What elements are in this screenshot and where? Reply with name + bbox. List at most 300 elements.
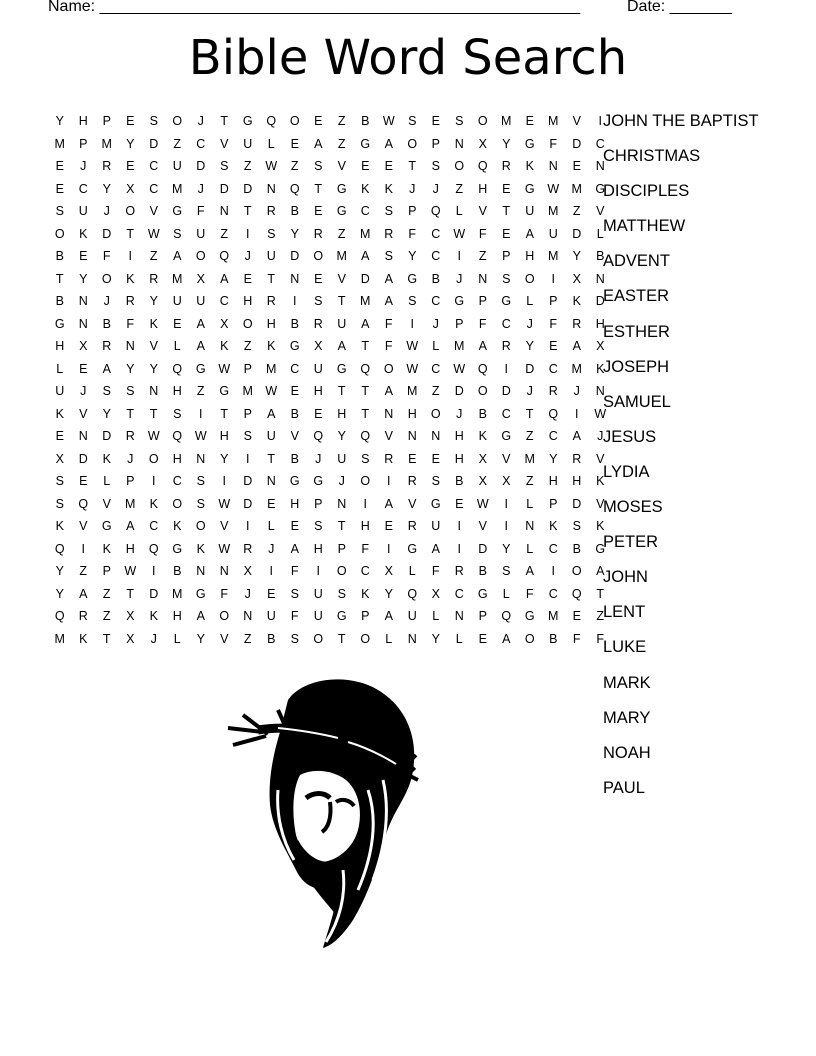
- grid-row: [48, 538, 612, 561]
- grid-letter: U: [313, 361, 323, 376]
- word-list-item: LYDIA: [603, 462, 650, 481]
- grid-letter: K: [525, 159, 534, 173]
- grid-letter: J: [338, 474, 345, 488]
- word-list-item: EASTER: [603, 287, 670, 306]
- grid-letter: H: [572, 474, 582, 488]
- grid-letter: W: [406, 361, 419, 376]
- grid-letter: T: [220, 114, 229, 128]
- grid-letter: H: [595, 316, 605, 331]
- grid-letter: C: [149, 181, 159, 196]
- grid-letter: N: [78, 316, 88, 331]
- grid-letter: E: [79, 249, 88, 263]
- grid-letter: S: [55, 496, 64, 511]
- grid-letter: M: [524, 451, 535, 466]
- grid-letter: M: [548, 204, 559, 218]
- grid-letter: Q: [219, 249, 230, 263]
- grid-letter: E: [173, 316, 182, 331]
- grid-letter: D: [572, 226, 582, 241]
- grid-letter: Q: [148, 541, 159, 556]
- grid-letter: C: [219, 294, 229, 308]
- grid-letter: I: [575, 406, 579, 421]
- grid-letter: O: [313, 631, 324, 646]
- grid-letter: O: [336, 564, 347, 578]
- grid-letter: S: [408, 114, 417, 128]
- word-list-item: MATTHEW: [603, 217, 686, 236]
- grid-letter: D: [196, 159, 206, 173]
- grid-letter: J: [573, 384, 580, 398]
- grid-letter: F: [384, 339, 393, 353]
- grid-letter: X: [126, 631, 135, 646]
- grid-letter: K: [361, 586, 370, 601]
- grid-letter: M: [360, 226, 371, 241]
- word-list-item: JOHN: [603, 568, 648, 587]
- grid-letter: N: [595, 384, 605, 398]
- grid-letter: J: [456, 271, 463, 286]
- grid-letter: Z: [455, 181, 464, 196]
- grid-letter: V: [408, 496, 417, 511]
- grid-letter: Y: [196, 631, 205, 646]
- grid-letter: O: [148, 451, 159, 466]
- grid-letter: E: [290, 136, 299, 151]
- grid-letter: S: [196, 474, 205, 488]
- grid-letter: N: [525, 519, 535, 533]
- grid-row: [48, 515, 612, 538]
- grid-row: [48, 560, 612, 583]
- grid-letter: S: [220, 159, 229, 173]
- grid-letter: D: [149, 136, 159, 151]
- grid-letter: U: [525, 204, 535, 218]
- grid-letter: H: [313, 541, 323, 556]
- grid-letter: R: [243, 541, 253, 556]
- grid-letter: E: [525, 114, 534, 128]
- grid-letter: I: [363, 496, 367, 511]
- grid-letter: Y: [431, 631, 440, 646]
- grid-letter: W: [594, 406, 607, 421]
- grid-letter: E: [455, 496, 464, 511]
- grid-row: [48, 628, 612, 651]
- grid-letter: T: [361, 384, 370, 398]
- grid-letter: S: [55, 204, 64, 218]
- grid-letter: R: [266, 204, 276, 218]
- grid-letter: U: [431, 519, 441, 533]
- grid-letter: Y: [220, 451, 229, 466]
- grid-letter: X: [55, 451, 64, 466]
- grid-letter: H: [266, 316, 276, 331]
- grid-row: [48, 290, 612, 313]
- grid-letter: I: [269, 564, 273, 578]
- grid-letter: L: [526, 294, 534, 308]
- grid-letter: G: [336, 609, 347, 623]
- grid-letter: S: [431, 474, 440, 488]
- grid-letter: T: [502, 204, 511, 218]
- grid-letter: W: [453, 226, 466, 241]
- grid-letter: T: [149, 406, 158, 421]
- grid-letter: B: [431, 271, 440, 286]
- grid-letter: H: [78, 114, 88, 128]
- grid-letter: D: [149, 586, 159, 601]
- grid-letter: P: [361, 609, 370, 623]
- grid-letter: K: [572, 294, 581, 308]
- grid-letter: T: [243, 204, 252, 218]
- page-title: Bible Word Search: [188, 30, 628, 86]
- word-list-item: NOAH: [603, 743, 651, 762]
- grid-letter: S: [290, 631, 299, 646]
- grid-letter: S: [314, 159, 323, 173]
- grid-letter: D: [102, 429, 112, 443]
- grid-letter: R: [548, 384, 558, 398]
- word-list-item: PAUL: [603, 778, 645, 797]
- grid-letter: X: [126, 609, 135, 623]
- grid-letter: R: [501, 159, 511, 173]
- grid-letter: Z: [572, 204, 581, 218]
- grid-letter: B: [549, 631, 558, 646]
- word-list-item: MOSES: [603, 498, 663, 517]
- grid-letter: E: [572, 609, 581, 623]
- grid-letter: V: [149, 204, 158, 218]
- grid-letter: D: [243, 474, 253, 488]
- grid-letter: K: [173, 519, 182, 533]
- grid-letter: U: [172, 294, 182, 308]
- grid-letter: M: [407, 384, 418, 398]
- grid-letter: J: [526, 384, 533, 398]
- grid-letter: Q: [571, 586, 582, 601]
- grid-letter: S: [455, 114, 464, 128]
- grid-letter: W: [547, 181, 560, 196]
- grid-letter: N: [454, 609, 464, 623]
- grid-letter: A: [384, 384, 393, 398]
- grid-letter: R: [102, 339, 112, 353]
- grid-letter: N: [219, 204, 229, 218]
- grid-letter: S: [243, 429, 252, 443]
- grid-letter: Q: [78, 496, 89, 511]
- grid-letter: M: [266, 361, 277, 376]
- grid-letter: A: [361, 249, 370, 263]
- grid-letter: I: [457, 519, 461, 533]
- grid-row: [48, 605, 612, 628]
- grid-letter: J: [244, 586, 251, 601]
- grid-row: [48, 268, 612, 291]
- grid-letter: A: [267, 406, 276, 421]
- grid-letter: G: [501, 429, 512, 443]
- grid-letter: J: [268, 541, 275, 556]
- grid-letter: J: [597, 429, 604, 443]
- grid-letter: I: [457, 249, 461, 263]
- grid-row: [48, 155, 612, 178]
- word-list-item: JESUS: [603, 427, 657, 446]
- grid-letter: Y: [55, 564, 64, 578]
- grid-letter: M: [172, 586, 183, 601]
- grid-letter: V: [337, 159, 346, 173]
- grid-letter: S: [502, 564, 511, 578]
- grid-letter: Z: [478, 249, 487, 263]
- grid-letter: M: [172, 271, 183, 286]
- grid-letter: V: [79, 519, 88, 533]
- grid-letter: G: [313, 474, 324, 488]
- grid-letter: T: [314, 181, 323, 196]
- grid-letter: V: [220, 136, 229, 151]
- grid-letter: R: [78, 609, 88, 623]
- grid-letter: G: [172, 541, 183, 556]
- grid-letter: R: [102, 159, 112, 173]
- grid-letter: J: [80, 384, 87, 398]
- grid-letter: A: [220, 271, 229, 286]
- grid-letter: P: [478, 609, 487, 623]
- grid-letter: S: [384, 204, 393, 218]
- grid-letter: B: [478, 406, 487, 421]
- grid-letter: E: [361, 159, 370, 173]
- grid-letter: Z: [525, 474, 534, 488]
- grid-letter: P: [549, 496, 558, 511]
- grid-letter: O: [101, 271, 112, 286]
- grid-letter: D: [478, 541, 488, 556]
- grid-letter: A: [502, 631, 511, 646]
- grid-letter: K: [384, 181, 393, 196]
- grid-letter: V: [384, 429, 393, 443]
- grid-letter: A: [384, 136, 393, 151]
- grid-letter: G: [454, 294, 465, 308]
- grid-letter: I: [551, 564, 555, 578]
- grid-letter: K: [79, 631, 88, 646]
- grid-letter: F: [196, 204, 205, 218]
- grid-letter: X: [79, 339, 88, 353]
- grid-letter: N: [407, 631, 417, 646]
- grid-letter: A: [478, 339, 487, 353]
- grid-letter: G: [101, 519, 112, 533]
- grid-letter: O: [172, 114, 183, 128]
- grid-letter: S: [173, 226, 182, 241]
- grid-letter: W: [453, 361, 466, 376]
- grid-letter: D: [572, 136, 582, 151]
- grid-letter: S: [126, 384, 135, 398]
- grid-letter: P: [79, 136, 88, 151]
- grid-letter: U: [313, 609, 323, 623]
- grid-letter: K: [267, 339, 276, 353]
- grid-letter: C: [78, 181, 88, 196]
- grid-letter: W: [406, 339, 419, 353]
- grid-letter: R: [313, 226, 323, 241]
- grid-letter: R: [384, 451, 394, 466]
- grid-letter: L: [526, 496, 534, 511]
- grid-letter: Y: [102, 406, 111, 421]
- grid-letter: E: [267, 586, 276, 601]
- grid-letter: G: [242, 114, 253, 128]
- grid-letter: G: [195, 361, 206, 376]
- grid-letter: D: [243, 181, 253, 196]
- grid-letter: Q: [501, 609, 512, 623]
- grid-letter: U: [337, 451, 347, 466]
- grid-letter: M: [360, 294, 371, 308]
- grid-letter: G: [289, 339, 300, 353]
- grid-letter: Y: [55, 586, 64, 601]
- grid-letter: N: [595, 159, 605, 173]
- grid-letter: U: [196, 226, 206, 241]
- grid-letter: E: [314, 114, 323, 128]
- grid-letter: E: [290, 519, 299, 533]
- grid-letter: V: [572, 114, 581, 128]
- grid-letter: O: [219, 609, 230, 623]
- grid-letter: N: [243, 609, 253, 623]
- grid-letter: K: [361, 181, 370, 196]
- grid-letter: B: [455, 474, 464, 488]
- grid-letter: K: [55, 519, 64, 533]
- grid-letter: O: [195, 249, 206, 263]
- grid-letter: R: [384, 226, 394, 241]
- grid-letter: M: [548, 249, 559, 263]
- grid-letter: H: [548, 474, 558, 488]
- name-field-label: Name: ______________________________________________________: [48, 0, 581, 15]
- grid-letter: N: [196, 451, 206, 466]
- grid-letter: M: [454, 339, 465, 353]
- grid-letter: E: [126, 114, 135, 128]
- grid-letter: I: [504, 519, 508, 533]
- grid-letter: T: [337, 631, 346, 646]
- grid-letter: U: [266, 429, 276, 443]
- grid-letter: T: [102, 631, 111, 646]
- grid-letter: U: [313, 586, 323, 601]
- grid-letter: K: [596, 519, 605, 533]
- word-list-item: PETER: [603, 533, 659, 552]
- grid-letter: Q: [407, 586, 418, 601]
- grid-letter: A: [196, 609, 205, 623]
- grid-letter: Q: [360, 429, 371, 443]
- grid-letter: V: [337, 271, 346, 286]
- grid-letter: T: [126, 226, 135, 241]
- grid-letter: G: [336, 181, 347, 196]
- grid-letter: I: [246, 451, 250, 466]
- grid-letter: X: [596, 339, 605, 353]
- grid-letter: E: [314, 271, 323, 286]
- grid-letter: U: [266, 609, 276, 623]
- grid-letter: C: [172, 474, 182, 488]
- grid-letter: F: [290, 609, 299, 623]
- grid-letter: O: [477, 114, 488, 128]
- grid-letter: V: [596, 451, 605, 466]
- grid-letter: I: [199, 406, 203, 421]
- grid-letter: O: [383, 361, 394, 376]
- grid-letter: D: [243, 496, 253, 511]
- grid-letter: G: [430, 496, 441, 511]
- grid-letter: F: [596, 631, 605, 646]
- grid-letter: C: [290, 361, 300, 376]
- grid-letter: M: [54, 631, 65, 646]
- grid-letter: Y: [149, 294, 158, 308]
- grid-letter: N: [337, 496, 347, 511]
- grid-letter: P: [314, 496, 323, 511]
- grid-letter: Y: [408, 249, 417, 263]
- grid-letter: G: [524, 136, 535, 151]
- grid-letter: A: [126, 519, 135, 533]
- word-list-item: MARK: [603, 673, 651, 692]
- grid-letter: J: [244, 249, 251, 263]
- grid-letter: Z: [337, 136, 346, 151]
- grid-letter: S: [314, 519, 323, 533]
- grid-letter: L: [408, 564, 416, 578]
- grid-letter: Z: [243, 631, 252, 646]
- grid-letter: Z: [220, 226, 229, 241]
- grid-row: [48, 380, 612, 403]
- grid-letter: V: [502, 451, 511, 466]
- grid-letter: Q: [430, 204, 441, 218]
- grid-letter: X: [384, 564, 393, 578]
- grid-letter: E: [478, 631, 487, 646]
- grid-letter: X: [314, 339, 323, 353]
- grid-letter: M: [571, 361, 582, 376]
- grid-letter: Q: [360, 361, 371, 376]
- grid-letter: K: [55, 406, 64, 421]
- grid-letter: O: [289, 114, 300, 128]
- grid-letter: L: [267, 136, 275, 151]
- word-list-item: JOSEPH: [603, 357, 670, 376]
- grid-letter: E: [79, 474, 88, 488]
- grid-letter: N: [548, 159, 558, 173]
- grid-letter: N: [407, 429, 417, 443]
- grid-letter: T: [126, 586, 135, 601]
- grid-letter: G: [524, 181, 535, 196]
- grid-letter: O: [524, 631, 535, 646]
- grid-letter: D: [102, 226, 112, 241]
- grid-letter: H: [172, 384, 182, 398]
- grid-letter: Y: [384, 586, 393, 601]
- grid-letter: H: [172, 451, 182, 466]
- grid-letter: L: [596, 226, 604, 241]
- grid-letter: D: [290, 249, 300, 263]
- grid-letter: C: [548, 541, 558, 556]
- grid-letter: E: [267, 496, 276, 511]
- grid-letter: H: [360, 519, 370, 533]
- grid-letter: G: [172, 204, 183, 218]
- grid-letter: W: [265, 384, 278, 398]
- grid-letter: W: [147, 226, 160, 241]
- grid-letter: G: [219, 384, 230, 398]
- grid-letter: Y: [126, 136, 135, 151]
- word-list-item: DISCIPLES: [603, 182, 690, 201]
- grid-letter: E: [384, 519, 393, 533]
- grid-letter: V: [478, 204, 487, 218]
- grid-letter: I: [387, 474, 391, 488]
- grid-letter: F: [126, 316, 135, 331]
- grid-letter: B: [478, 564, 487, 578]
- grid-letter: M: [336, 249, 347, 263]
- grid-letter: E: [408, 451, 417, 466]
- grid-letter: J: [197, 114, 204, 128]
- grid-letter: K: [79, 226, 88, 241]
- grid-letter: S: [408, 294, 417, 308]
- grid-letter: A: [525, 564, 534, 578]
- grid-letter: E: [431, 114, 440, 128]
- grid-letter: M: [548, 114, 559, 128]
- grid-letter: O: [360, 631, 371, 646]
- grid-letter: L: [526, 541, 534, 556]
- grid-letter: E: [549, 339, 558, 353]
- grid-letter: H: [525, 249, 535, 263]
- grid-letter: H: [313, 384, 323, 398]
- grid-letter: O: [571, 564, 582, 578]
- grid-letter: R: [149, 271, 159, 286]
- grid-letter: W: [194, 429, 207, 443]
- grid-letter: H: [172, 609, 182, 623]
- grid-letter: K: [196, 541, 205, 556]
- grid-letter: J: [150, 631, 157, 646]
- grid-letter: I: [504, 361, 508, 376]
- grid-letter: E: [502, 181, 511, 196]
- grid-letter: N: [266, 474, 276, 488]
- grid-letter: F: [549, 316, 558, 331]
- grid-letter: A: [290, 541, 299, 556]
- grid-letter: Q: [477, 159, 488, 173]
- grid-letter: N: [290, 271, 300, 286]
- grid-letter: D: [78, 451, 88, 466]
- grid-letter: J: [315, 451, 322, 466]
